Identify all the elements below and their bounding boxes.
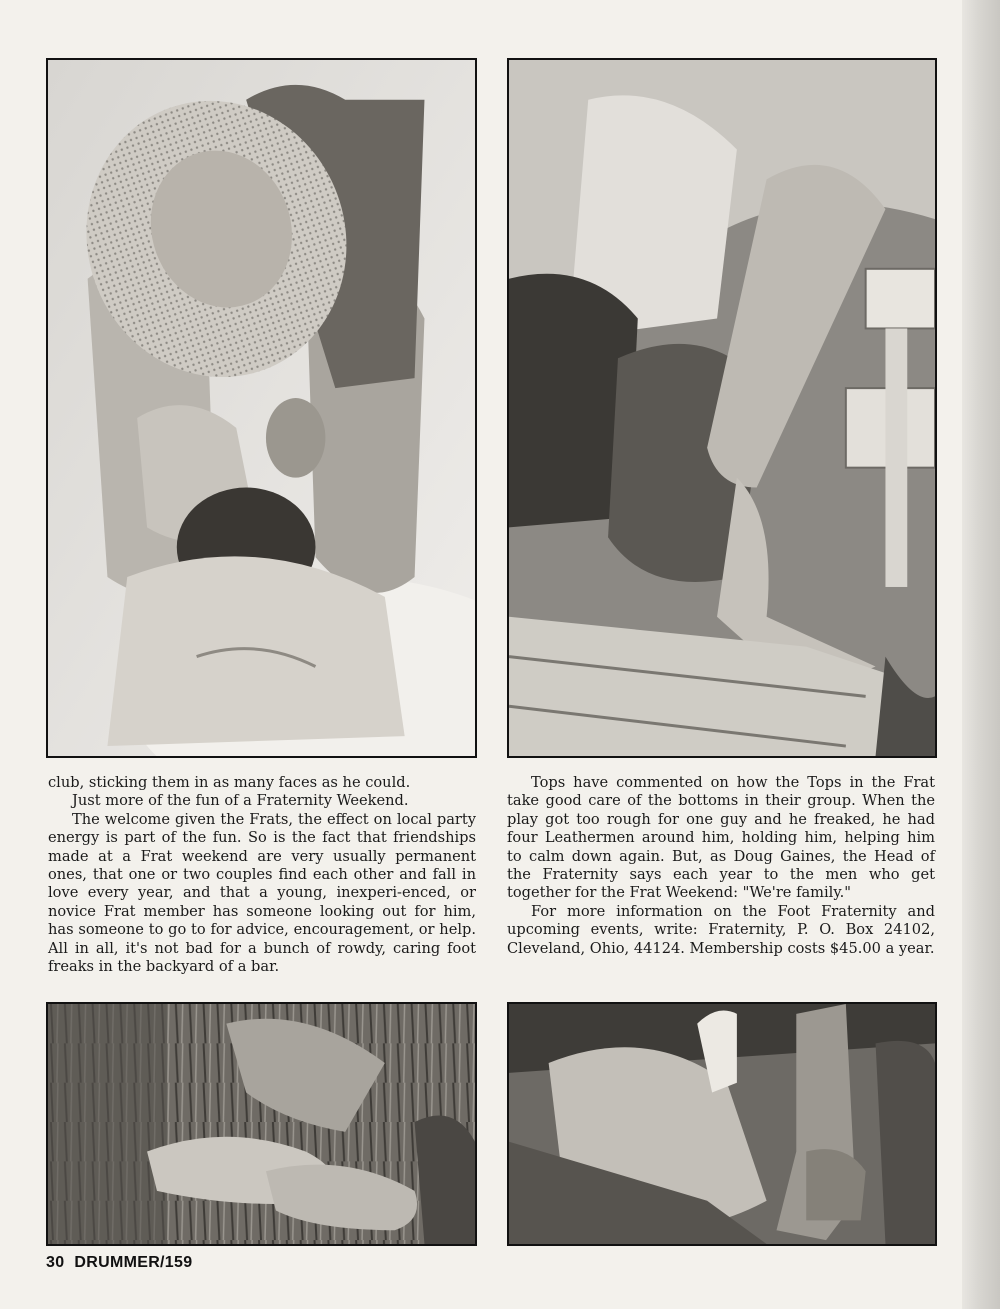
page-folio — [46, 1254, 202, 1272]
left-paragraph-3: The welcome given the Frats, the effect on local party energy is part of the fun. So is the fact that friendships made at a Frat weekend are very usually permanent ones, that one or two couples find each other and fall in love every year, and that a young, inexperi-enced, or novice Frat member has someone looking out for him, has someone to go to for advice, encouragement, or help. All in all, it's not bad for a bunch of rowdy, caring foot freaks in the backyard of a bar. — [48, 810, 476, 976]
photo-top-left — [46, 58, 477, 758]
photo-bottom-left — [46, 1002, 477, 1246]
photo-top-right-image — [509, 60, 935, 756]
page-number: 30 — [46, 1254, 65, 1271]
right-paragraph-1: Tops have commented on how the Tops in the Frat take good care of the bottoms in their group. When the play got too rough for one guy and he freaked, he had four Leathermen around him, holding him, helping him to calm down again. But, as Doug Gaines, the Head of the Fraternity says each year to the men who get together for the Frat Weekend: "We're family." — [507, 774, 935, 902]
photo-top-left-image — [48, 60, 475, 756]
right-paragraph-2: For more information on the Foot Fraternity and upcoming events, write: Fraternity, P. O. Box 24102, Cleveland, Ohio, 44124. Membership costs $45.00 a year. — [507, 902, 935, 957]
photo-top-right — [507, 58, 937, 758]
text-column-left — [48, 774, 476, 976]
left-paragraph-2: Just more of the fun of a Fraternity Weekend. — [72, 792, 409, 810]
page-edge-shadow — [962, 0, 1000, 1309]
photo-bottom-right — [507, 1002, 937, 1246]
text-column-right — [507, 774, 935, 958]
left-paragraph-1: club, sticking them in as many faces as he could. — [48, 774, 411, 791]
magazine-issue: DRUMMER/159 — [74, 1254, 193, 1271]
photo-bottom-right-image — [509, 1004, 935, 1244]
photo-bottom-left-image — [48, 1004, 475, 1244]
